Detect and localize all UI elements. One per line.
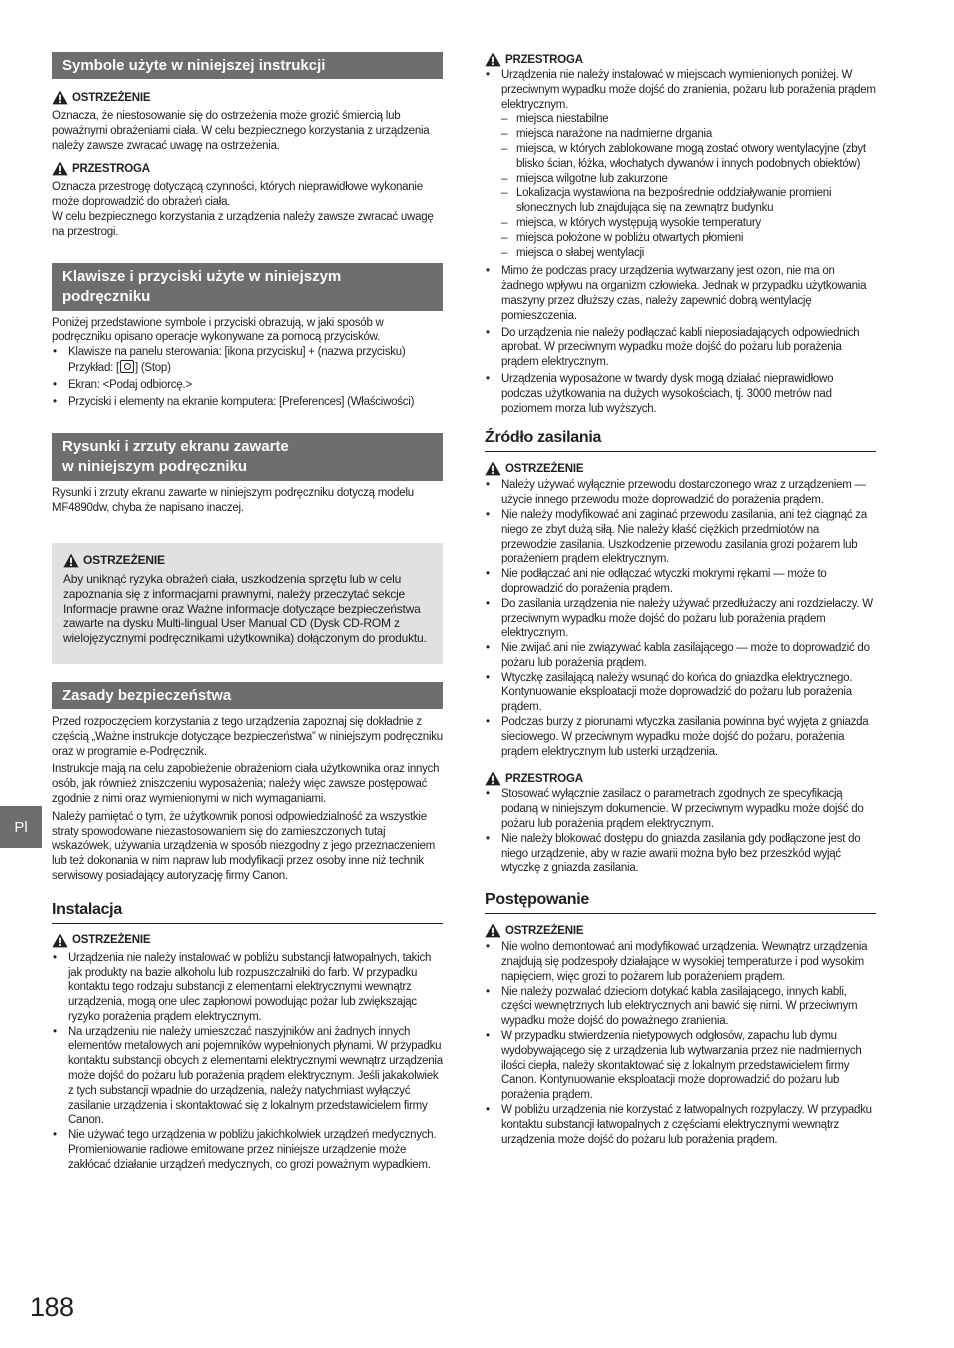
- installation-warning-list: [52, 951, 443, 1173]
- list-item: – miejsca wilgotne lub zakurzone: [501, 172, 876, 187]
- warning-box: [52, 543, 443, 664]
- safety-paragraph: Przed rozpoczęciem korzystania z tego urządzenia zapoznaj się dokładnie z częścią „Ważne instrukcje dotyczące bezpieczeństwa” w niniejszym podręczniku oraz w programie e-Podręcznik.: [52, 715, 443, 758]
- safety-paragraph: Należy pamiętać o tym, że użytkownik ponosi odpowiedzialność za wszystkie straty spowodowane niezastosowaniem się do zamieszczonych tutaj wskazówek, używania urządzenia w sposób niezgodny z jego przeznaczeniem lub też dokonania w nim napraw lub modyfikacji przez osoby inne niż technik serwisowy posiadający autoryzację firmy Canon.: [52, 810, 436, 882]
- section-heading-symbols: Symbole użyte w niniejszej instrukcji: [52, 52, 443, 79]
- warning-icon: [63, 553, 79, 568]
- page-number: 188: [30, 1292, 74, 1322]
- list-item: • Nie należy modyfikować ani zaginać przewodu zasilania, ani też ciągnąć za niego ze zbyt dużą siłą. Nie należy kłaść ciężkich przedmiotów na przewodzie zasilania. Uszkodzenie przewodu zasilania grozi pożarem lub porażeniem prądem elektrycznym.: [485, 508, 876, 567]
- warning-label: OSTRZEŻENIE: [485, 461, 876, 476]
- list-item: – miejsca, w których występują wysokie temperatury: [501, 216, 876, 231]
- list-item: – miejsca położone w pobliżu otwartych płomieni: [501, 231, 876, 246]
- list-item: • Urządzenia nie należy instalować w miejscach wymienionych poniżej. W przeciwnym wypadku może dojść do zranienia, pożaru lub porażenia prądem elektrycznym. – miejsca niestabilne – miejsca narażone na nadmierne drgania – miejsca, w których zablokowane mogą zostać otwory wentylacyjne (zbyt blisko ścian, łóżka, włochatych dywanów i innych podobnych obiektów) – miejsca wilgotne lub zakurzone – Lokalizacja wystawiona na bezpośrednie oddziaływanie promieni słonecznych lub znajdująca się na zewnątrz budynku – miejsca, w których występują wysokie temperatury – miejsca położone w pobliżu otwartych płomieni – miejsca o słabej wentylacji: [485, 68, 876, 260]
- list-item: • Nie podłączać ani nie odłączać wtyczki mokrymi rękami — może to doprowadzić do porażenia prądem.: [485, 567, 876, 597]
- caution-label: PRZESTROGA: [485, 771, 876, 786]
- safety-paragraph: Instrukcje mają na celu zapobieżenie obrażeniom ciała użytkownika oraz innych osób, jak również zniszczeniu wyposażenia; należy więc zawsze postępować zgodnie z nimi oraz wymienionymi w nich wymaganiami.: [52, 763, 440, 805]
- caution-description: Oznacza przestrogę dotyczącą czynności, których nieprawidłowe wykonanie może doprowadzić do obrażeń ciała.: [52, 181, 423, 209]
- section-heading-safety: Zasady bezpieczeństwa: [52, 682, 443, 709]
- installation-caution-list: [485, 68, 876, 416]
- list-item: – miejsca o słabej wentylacji: [501, 246, 876, 261]
- warning-description: Oznacza, że niestosowanie się do ostrzeżenia może grozić śmiercią lub poważnymi obrażeniami ciała. W celu bezpiecznego korzystania z urządzenia należy zawsze zwracać uwagę na ostrzeżenia.: [52, 110, 430, 152]
- location-list: [501, 112, 876, 260]
- warning-icon: [52, 90, 68, 105]
- subheading-handling: Postępowanie: [485, 890, 876, 914]
- list-item: • Nie używać tego urządzenia w pobliżu jakichkolwiek urządzeń medycznych. Promieniowanie radiowe emitowane przez niniejsze urządzenie może zakłócać działanie urządzeń medycznych, co grozi poważnym wypadkiem.: [52, 1128, 443, 1172]
- list-item: • Nie zwijać ani nie związywać kabla zasilającego — może to doprowadzić do pożaru lub porażenia prądem.: [485, 641, 876, 671]
- power-warning-list: [485, 478, 876, 759]
- handling-warning-list: [485, 940, 876, 1147]
- list-item: • Przyciski i elementy na ekranie komputera: [Preferences] (Właściwości): [52, 395, 443, 410]
- caution-icon: [485, 52, 501, 67]
- section-heading-figures: Rysunki i zrzuty ekranu zawarte w niniejszym podręczniku: [52, 433, 443, 481]
- caution-icon: [485, 771, 501, 786]
- right-column: [485, 52, 876, 1147]
- list-item: • Wtyczkę zasilającą należy wsunąć do końca do gniazdka elektrycznego. Kontynuowanie eksploatacji może doprowadzić do pożaru lub porażenia prądem.: [485, 671, 876, 715]
- list-item: • W pobliżu urządzenia nie korzystać z łatwopalnych rozpylaczy. W przypadku kontaktu substancji łatwopalnych z częściami elektrycznymi wewnątrz urządzenia może dojść do pożaru lub porażenia prądem.: [485, 1103, 876, 1147]
- keys-intro: Poniżej przedstawione symbole i przyciski obrazują, w jaki sposób w podręczniku opisano operacje wykonywane za pomocą przycisków.: [52, 316, 384, 344]
- list-item: • Nie należy pozwalać dzieciom dotykać kabla zasilającego, innych kabli, części wewnętrznych lub elektrycznych ani bawić się nimi. W przeciwnym wypadku może dojść do poważnego zranienia.: [485, 985, 876, 1029]
- caution-label: PRZESTROGA: [485, 52, 876, 67]
- warning-label: OSTRZEŻENIE: [485, 923, 876, 938]
- list-item: • Stosować wyłącznie zasilacz o parametrach zgodnych ze specyfikacją podaną w niniejszym dokumencie. W przeciwnym wypadku może dojść do pożaru lub porażenia prądem elektrycznym.: [485, 787, 876, 831]
- list-item: • Klawisze na panelu sterowania: [ikona przycisku] + (nazwa przycisku) Przykład: [ ] (Stop): [52, 345, 443, 376]
- caution-note: W celu bezpiecznego korzystania z urządzenia należy zawsze zwracać uwagę na przestrogi.: [52, 210, 434, 238]
- list-item: – miejsca narażone na nadmierne drgania: [501, 127, 876, 142]
- list-item: • Urządzenia nie należy instalować w pobliżu substancji łatwopalnych, takich jak produkty na bazie alkoholu lub rozpuszczalniki do farb. W przypadku kontaktu tego rodzaju substancji z elementami elektrycznymi wewnątrz urządzenia, mogą one ulec zapłonowi powodując pożar lub zwiększając ryzyko porażenia prądem elektrycznym.: [52, 951, 443, 1025]
- list-item: • Nie należy blokować dostępu do gniazda zasilania gdy podłączone jest do niego urządzenie, aby w razie awarii można było bez przeszkód wyjąć wtyczkę z gniazda zasilania.: [485, 832, 876, 876]
- list-item: • Należy używać wyłącznie przewodu dostarczonego wraz z urządzeniem — użycie innego przewodu może doprowadzić do porażenia prądem.: [485, 478, 876, 508]
- left-column: [52, 52, 443, 1173]
- section-heading-keys: Klawisze i przyciski użyte w niniejszym podręczniku: [52, 263, 443, 311]
- power-caution-list: [485, 787, 876, 876]
- list-item: – miejsca, w których zablokowane mogą zostać otwory wentylacyjne (zbyt blisko ścian, łóżka, włochatych dywanów i innych podobnych obiektów): [501, 142, 876, 172]
- warning-icon: [52, 933, 68, 948]
- warning-label: OSTRZEŻENIE: [52, 90, 443, 105]
- subheading-installation: Instalacja: [52, 900, 443, 924]
- list-item: – Lokalizacja wystawiona na bezpośrednie oddziaływanie promieni słonecznych lub znajdująca się na zewnątrz budynku: [501, 186, 876, 216]
- subheading-power-source: Źródło zasilania: [485, 428, 876, 452]
- figures-text: Rysunki i zrzuty ekranu zawarte w niniejszym podręczniku dotyczą modelu MF4890dw, chyba że napisano inaczej.: [52, 487, 414, 515]
- box-warning-label: OSTRZEŻENIE: [63, 553, 432, 568]
- warning-label: OSTRZEŻENIE: [52, 933, 443, 948]
- list-item: – miejsca niestabilne: [501, 112, 876, 127]
- warning-icon: [485, 461, 501, 476]
- list-item: • W przypadku stwierdzenia nietypowych odgłosów, zapachu lub dymu wydobywającego się z urządzenia lub wytwarzania przez nie nadmiernych ilości ciepła, należy skontaktować się z lokalnym przedstawicielem firmy Canon. Kontynuowanie eksploatacji może doprowadzić do pożaru lub porażenia prądem.: [485, 1029, 876, 1103]
- list-item: • Do urządzenia nie należy podłączać kabli nieposiadających odpowiednich aprobat. W przeciwnym wypadku może dojść do pożaru lub porażenia prądem elektrycznym.: [485, 326, 876, 370]
- box-warning-text: Aby uniknąć ryzyka obrażeń ciała, uszkodzenia sprzętu lub w celu zapoznania się z informacjami prawnymi, należy przeczytać sekcje Informacje prawne oraz Ważne informacje dotyczące bezpieczeństwa zawarte na dysku Multi-lingual User Manual CD (Dysk CD-ROM z wielojęzycznymi podręcznikami użytkownika) dołączonym do produktu.: [63, 571, 427, 646]
- list-item: • Do zasilania urządzenia nie należy używać przedłużaczy ani rozdzielaczy. W przeciwnym wypadku może dojść do pożaru lub porażenia prądem elektrycznym.: [485, 597, 876, 641]
- list-item: • Podczas burzy z piorunami wtyczka zasilania powinna być wyjęta z gniazda sieciowego. W przeciwnym wypadku może dojść do pożaru, porażenia prądem elektrycznym lub usterki urządzenia.: [485, 715, 876, 759]
- list-item: • Urządzenia wyposażone w twardy dysk mogą działać nieprawidłowo podczas użytkowania na dużych wysokościach, tj. 3000 metrów nad poziomem morza lub wyższych.: [485, 372, 876, 416]
- caution-label: PRZESTROGA: [52, 161, 443, 176]
- list-item: • Mimo że podczas pracy urządzenia wytwarzany jest ozon, nie ma on żadnego wpływu na organizm człowieka. Jednak w przypadku użytkowania maszyny przez dłuższy czas, należy zapewnić dobrą wentylację pomieszczenia.: [485, 264, 876, 323]
- list-item: • Ekran: <Podaj odbiorcę.>: [52, 378, 443, 393]
- language-tab: Pl: [0, 806, 42, 848]
- warning-icon: [485, 923, 501, 938]
- list-item: • Nie wolno demontować ani modyfikować urządzenia. Wewnątrz urządzenia znajdują się podzespoły działające w wysokiej temperaturze i pod wysokim napięciem, więc grozi to pożarem lub porażeniem prądem.: [485, 940, 876, 984]
- caution-icon: [52, 161, 68, 176]
- keys-list: [52, 345, 443, 409]
- list-item: • Na urządzeniu nie należy umieszczać naszyjników ani żadnych innych elementów metalowych ani pojemników wypełnionych płynami. W przypadku kontaktu substancji obcych z elementami elektrycznymi wewnątrz urządzenia może dojść do pożaru lub porażenia prądem elektrycznym. Jeśli jakakolwiek z tych substancji wpadnie do urządzenia, należy natychmiast wyłączyć zasilanie urządzenia i skontaktować się z lokalnym przedstawicielem firmy Canon.: [52, 1025, 443, 1129]
- stop-key-icon: [120, 360, 134, 373]
